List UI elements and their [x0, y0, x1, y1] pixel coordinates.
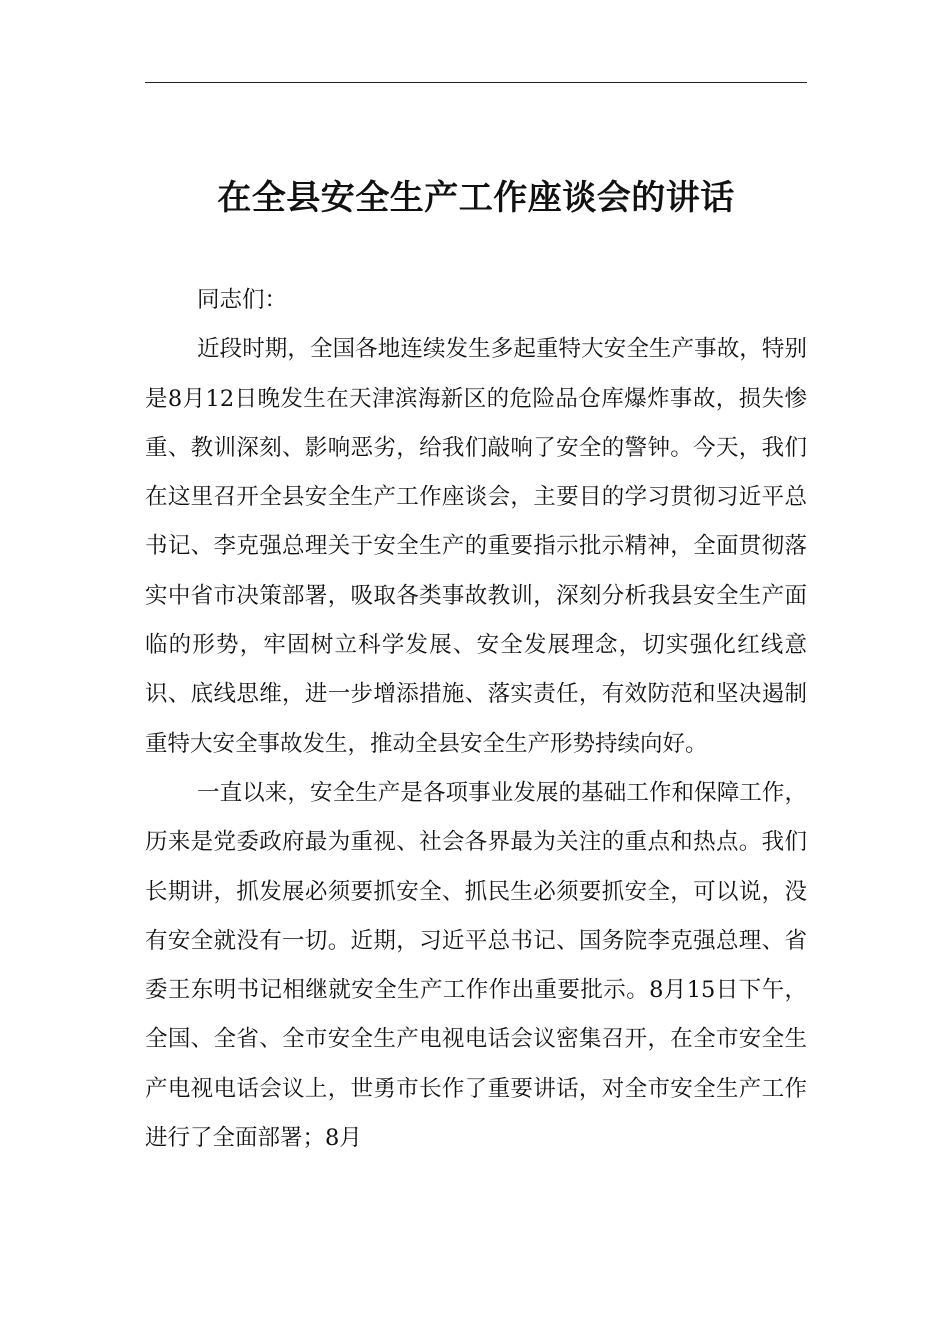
paragraph-2: 一直以来，安全生产是各项事业发展的基础工作和保障工作，历来是党委政府最为重视、社会各界最为关注的重点和热点。我们长期讲，抓发展必须要抓安全、抓民生必须要抓安全，可以说，没有安全就没有一切。近期，习近平总书记、国务院李克强总理、省委王东明书记相继就安全生产工作作出重要批示。8月15日下午，全国、全省、全市安全生产电视电话会议密集召开，在全市安全生产电视电话会议上，世勇市长作了重要讲话，对全市安全生产工作进行了全面部署；8月 — [145, 779, 807, 1152]
salutation: 同志们： — [197, 287, 288, 313]
paragraph-1: 近段时期，全国各地连续发生多起重特大安全生产事故，特别是8月12日晚发生在天津滨海新区的危险品仓库爆炸事故，损失惨重、教训深刻、影响恶劣，给我们敲响了安全的警钟。今天，我们在这里召开全县安全生产工作座谈会，主要目的学习贯彻习近平总书记、李克强总理关于安全生产的重要指示批示精神，全面贯彻落实中省市决策部署，吸取各类事故教训，深刻分析我县安全生产面临的形势，牢固树立科学发展、安全发展理念，切实强化红线意识、底线思维，进一步增添措施、落实责任，有效防范和坚决遏制重特大安全事故发生，推动全县安全生产形势持续向好。 — [145, 336, 807, 757]
header-rule — [145, 82, 807, 83]
document-body — [145, 276, 807, 1163]
document-title: 在全县安全生产工作座谈会的讲话 — [217, 178, 735, 218]
